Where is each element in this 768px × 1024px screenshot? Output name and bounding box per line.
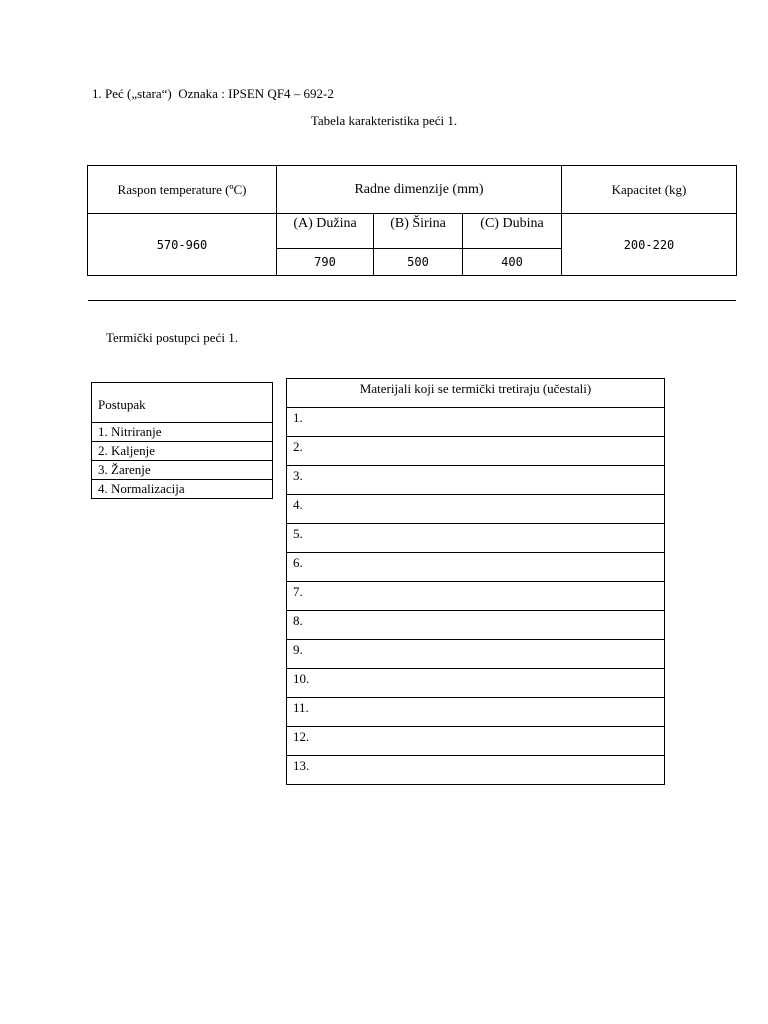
working-dimensions-header: Radne dimenzije (mm) xyxy=(277,166,562,214)
material-row: 7. xyxy=(287,582,665,611)
horizontal-rule xyxy=(88,300,736,301)
document-heading: 1. Peć („stara“) Oznaka : IPSEN QF4 – 692-2 xyxy=(92,86,334,101)
material-row: 10. xyxy=(287,669,665,698)
characteristics-table xyxy=(87,165,737,276)
material-row: 3. xyxy=(287,466,665,495)
table-caption: Tabela karakteristika peći 1. xyxy=(310,113,458,128)
width-label: (B) Širina xyxy=(374,214,463,249)
length-label: (A) Dužina xyxy=(277,214,374,249)
procedures-header: Postupak xyxy=(92,383,273,423)
material-row: 5. xyxy=(287,524,665,553)
capacity-header: Kapacitet (kg) xyxy=(562,166,737,214)
procedure-item: 4. Normalizacija xyxy=(92,480,273,499)
materials-header: Materijali koji se termički tretiraju (učestali) xyxy=(287,379,665,408)
depth-value: 400 xyxy=(463,249,562,276)
length-value: 790 xyxy=(277,249,374,276)
procedure-item: 2. Kaljenje xyxy=(92,442,273,461)
material-row: 6. xyxy=(287,553,665,582)
procedure-item: 3. Žarenje xyxy=(92,461,273,480)
material-row: 2. xyxy=(287,437,665,466)
capacity-value: 200-220 xyxy=(562,214,737,276)
temperature-range-value: 570-960 xyxy=(88,214,277,276)
material-row: 13. xyxy=(287,756,665,785)
procedure-item: 1. Nitriranje xyxy=(92,423,273,442)
material-row: 9. xyxy=(287,640,665,669)
section-title: Termički postupci peći 1. xyxy=(106,330,238,345)
temperature-range-header: Raspon temperature (ºC) xyxy=(88,166,277,214)
material-row: 11. xyxy=(287,698,665,727)
material-row: 1. xyxy=(287,408,665,437)
material-row: 12. xyxy=(287,727,665,756)
procedures-table xyxy=(91,382,273,499)
width-value: 500 xyxy=(374,249,463,276)
material-row: 8. xyxy=(287,611,665,640)
materials-table xyxy=(286,378,665,785)
depth-label: (C) Dubina xyxy=(463,214,562,249)
material-row: 4. xyxy=(287,495,665,524)
